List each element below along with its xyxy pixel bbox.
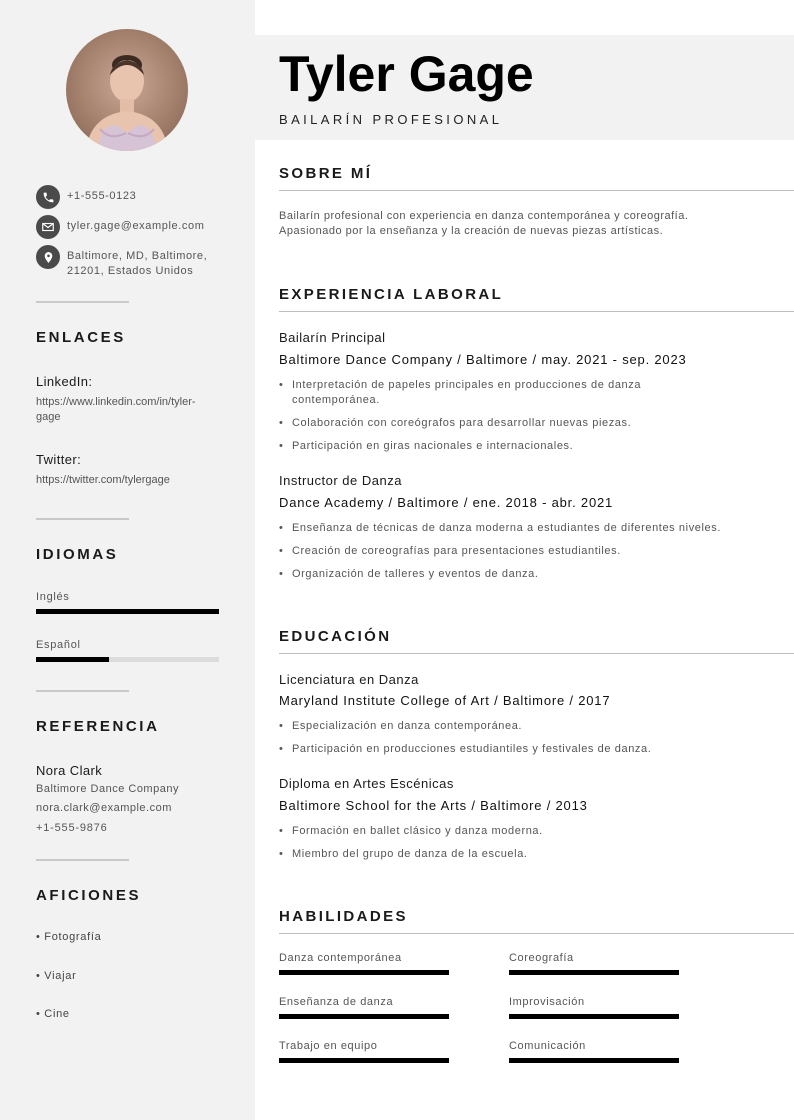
language-name: Español <box>36 639 81 651</box>
twitter-label: Twitter: <box>36 452 82 467</box>
job-title: Bailarín Principal <box>279 330 386 345</box>
section-rule <box>279 190 794 191</box>
contact-address <box>36 245 207 279</box>
skill-level-bar <box>509 970 679 975</box>
mail-icon <box>36 215 60 239</box>
job-subtitle: Dance Academy / Baltimore / ene. 2018 - abr. 2021 <box>279 495 614 510</box>
job-subtitle: Baltimore Dance Company / Baltimore / may. 2021 - sep. 2023 <box>279 352 687 367</box>
bullet-text: Participación en giras nacionales e internacionales. <box>292 440 574 452</box>
bullet-dot: • <box>279 417 284 429</box>
skill-level-fill <box>509 1058 679 1063</box>
language-name: Inglés <box>36 591 70 603</box>
education-bullet <box>279 824 784 839</box>
skill-level-fill <box>279 1058 449 1063</box>
bullet-dot: • <box>279 568 284 580</box>
about-heading: SOBRE MÍ <box>279 165 373 182</box>
reference-company: Baltimore Dance Company <box>36 783 179 795</box>
degree-subtitle: Maryland Institute College of Art / Baltimore / 2017 <box>279 693 611 708</box>
skill-name: Trabajo en equipo <box>279 1040 378 1052</box>
bullet-text: Especialización en danza contemporánea. <box>292 720 523 732</box>
degree-title: Licenciatura en Danza <box>279 672 419 687</box>
bullet-text: Miembro del grupo de danza de la escuela. <box>292 848 528 860</box>
skill-level-fill <box>279 970 449 975</box>
linkedin-url-line-2[interactable]: gage <box>36 411 61 423</box>
language-level-bar <box>36 657 219 662</box>
bullet-text: Colaboración con coreógrafos para desarrollar nuevas piezas. <box>292 417 632 429</box>
divider <box>36 301 129 303</box>
job-bullet <box>279 567 784 582</box>
address-text <box>67 245 207 279</box>
linkedin-link[interactable] <box>36 395 221 425</box>
address-line-2: 21201, Estados Unidos <box>67 265 194 277</box>
degree-title: Diploma en Artes Escénicas <box>279 776 454 791</box>
experience-heading: EXPERIENCIA LABORAL <box>279 286 504 303</box>
skills-heading: HABILIDADES <box>279 908 408 925</box>
bullet-dot: • <box>279 720 284 732</box>
skill-name: Coreografía <box>509 952 574 964</box>
bullet-dot: • <box>279 848 284 860</box>
skill-level-fill <box>509 1014 679 1019</box>
job-bullet <box>279 378 709 408</box>
divider <box>36 859 129 861</box>
bullet-dot: • <box>279 825 284 837</box>
section-rule <box>279 653 794 654</box>
education-bullet <box>279 742 784 757</box>
reference-email[interactable]: nora.clark@example.com <box>36 802 172 814</box>
person-name: Tyler Gage <box>279 46 534 102</box>
phone-text: +1-555-0123 <box>67 190 137 202</box>
linkedin-url-line-1[interactable]: https://www.linkedin.com/in/tyler- <box>36 396 196 408</box>
bullet-text: Participación en producciones estudiantiles y festivales de danza. <box>292 743 652 755</box>
reference-heading: REFERENCIA <box>36 718 160 735</box>
hobby-item: • Fotografía <box>36 931 102 943</box>
skill-name: Danza contemporánea <box>279 952 402 964</box>
section-rule <box>279 311 794 312</box>
skill-name: Improvisación <box>509 996 585 1008</box>
skill-level-fill <box>279 1014 449 1019</box>
skill-level-bar <box>279 1014 449 1019</box>
language-level-bar <box>36 609 219 614</box>
job-bullet <box>279 544 784 559</box>
job-bullet <box>279 521 784 536</box>
address-line-1: Baltimore, MD, Baltimore, <box>67 250 208 262</box>
bullet-dot: • <box>279 379 284 391</box>
skill-level-bar <box>509 1058 679 1063</box>
skill-level-fill <box>509 970 679 975</box>
skill-level-bar <box>279 970 449 975</box>
skill-name: Enseñanza de danza <box>279 996 394 1008</box>
about-text <box>279 209 779 239</box>
phone-icon <box>36 185 60 209</box>
bullet-dot: • <box>279 440 284 452</box>
profile-photo <box>66 29 188 151</box>
degree-subtitle: Baltimore School for the Arts / Baltimore / 2013 <box>279 798 588 813</box>
bullet-dot: • <box>279 545 284 557</box>
skill-name: Comunicación <box>509 1040 586 1052</box>
bullet-text: Enseñanza de técnicas de danza moderna a estudiantes de diferentes niveles. <box>292 522 722 534</box>
languages-heading: IDIOMAS <box>36 546 119 563</box>
reference-name: Nora Clark <box>36 763 103 778</box>
hobby-item: • Viajar <box>36 970 77 982</box>
links-heading: ENLACES <box>36 329 126 346</box>
about-line-2: Apasionado por la enseñanza y la creación de nuevas piezas artísticas. <box>279 225 664 237</box>
language-level-fill <box>36 657 109 662</box>
education-bullet <box>279 719 784 734</box>
divider <box>36 518 129 520</box>
education-heading: EDUCACIÓN <box>279 628 392 645</box>
job-bullet <box>279 416 784 431</box>
contact-email <box>36 215 204 239</box>
skill-level-bar <box>279 1058 449 1063</box>
hobby-item: • Cine <box>36 1008 70 1020</box>
bullet-dot: • <box>279 743 284 755</box>
skill-level-bar <box>509 1014 679 1019</box>
contact-phone <box>36 185 136 209</box>
bullet-dot: • <box>279 522 284 534</box>
portrait-image <box>66 29 188 151</box>
job-bullet <box>279 439 784 454</box>
job-title: Instructor de Danza <box>279 473 402 488</box>
bullet-text: Creación de coreografías para presentaciones estudiantiles. <box>292 545 621 557</box>
email-link[interactable]: tyler.gage@example.com <box>67 220 205 232</box>
twitter-link[interactable]: https://twitter.com/tylergage <box>36 474 170 486</box>
section-rule <box>279 933 794 934</box>
bullet-text: Formación en ballet clásico y danza moderna. <box>292 825 543 837</box>
reference-phone: +1-555-9876 <box>36 822 108 834</box>
linkedin-label: LinkedIn: <box>36 374 93 389</box>
location-pin-icon <box>36 245 60 269</box>
hobbies-heading: AFICIONES <box>36 887 142 904</box>
bullet-text: Organización de talleres y eventos de danza. <box>292 568 539 580</box>
about-line-1: Bailarín profesional con experiencia en danza contemporánea y coreografía. <box>279 210 689 222</box>
education-bullet <box>279 847 784 862</box>
divider <box>36 690 129 692</box>
language-level-fill <box>36 609 219 614</box>
person-role: BAILARÍN PROFESIONAL <box>279 112 503 127</box>
bullet-text: Interpretación de papeles principales en producciones de danza contemporánea. <box>292 379 642 406</box>
